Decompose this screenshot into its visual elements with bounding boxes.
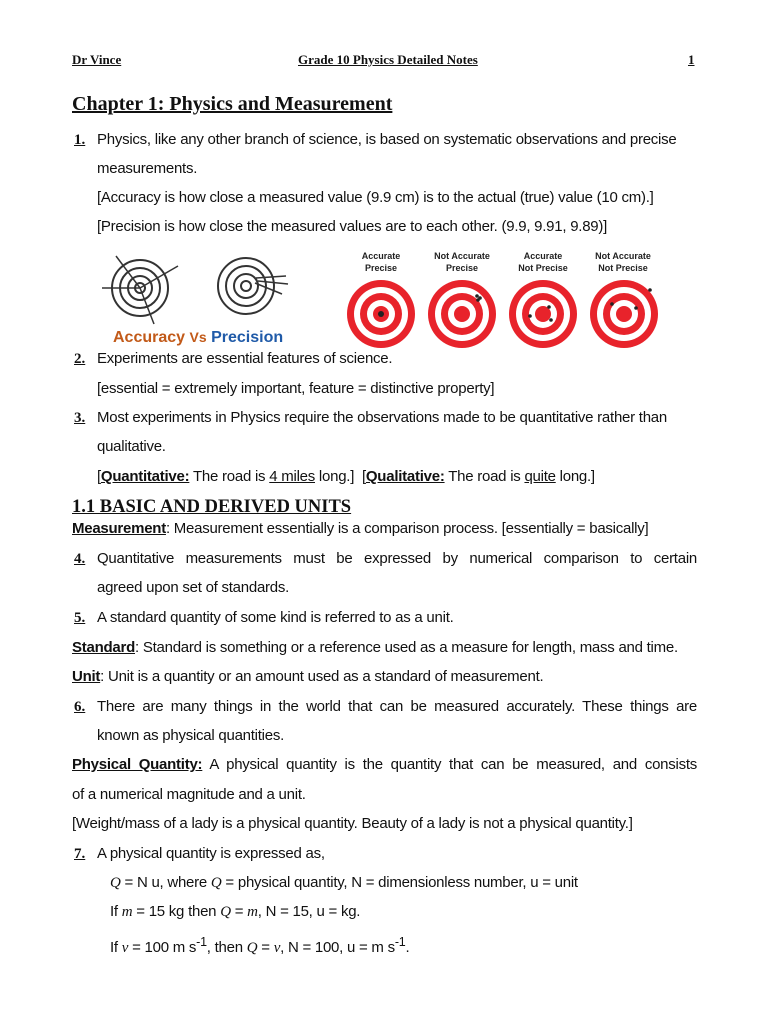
- quantitative-term: Quantitative:: [100, 468, 190, 485]
- item-4-line-2: agreed upon set of standards.: [97, 579, 290, 596]
- eq3-superscript-2: -1: [394, 935, 406, 949]
- item-number-2: 2.: [74, 351, 86, 367]
- physical-quantity-text: A physical quantity is the quantity that can be measured, and consists: [209, 756, 698, 773]
- target-accurate-not-precise: [509, 280, 577, 348]
- target-4-label-line-2: Not Precise: [598, 263, 648, 273]
- quantitative-value: 4 miles: [269, 468, 315, 485]
- quantitative-text-post: long.]: [318, 468, 355, 485]
- target-2-label: [422, 250, 502, 274]
- measurement-text: : Measurement essentially is a comparison process. [essentially = basically]: [165, 520, 649, 537]
- header-title: Grade 10 Physics Detailed Notes: [298, 52, 478, 67]
- eq2-if: If: [110, 903, 118, 920]
- symbol-m-2: m: [247, 904, 258, 920]
- accuracy-vs-precision-caption: [113, 329, 283, 347]
- symbol-q-2: Q: [210, 875, 222, 891]
- symbol-m: m: [121, 904, 133, 920]
- item-number-6: 6.: [74, 699, 86, 715]
- standard-text: : Standard is something or a reference used as a measure for length, mass and time.: [135, 639, 678, 656]
- eq2-equals: =: [234, 903, 244, 920]
- eq2-part-2: , N = 15, u = kg.: [257, 903, 361, 920]
- caption-precision: Precision: [211, 329, 284, 346]
- symbol-q-4: Q: [246, 940, 258, 956]
- qualitative-value: quite: [524, 468, 556, 485]
- unit-term: Unit: [72, 668, 101, 685]
- eq3-period: .: [405, 939, 410, 956]
- symbol-v: v: [121, 940, 129, 956]
- item-7-line-1: A physical quantity is expressed as,: [97, 845, 325, 862]
- targets-image: [340, 278, 670, 350]
- eq3-equals: =: [261, 939, 270, 956]
- symbol-q-3: Q: [220, 904, 231, 920]
- physical-quantity-line-2: of a numerical magnitude and a unit.: [72, 786, 306, 803]
- physical-quantity-term: Physical Quantity:: [72, 756, 203, 773]
- item-6-line-1: There are many things in the world that can be measured accurately. These things are: [97, 698, 697, 715]
- target-not-accurate-not-precise: [590, 280, 658, 348]
- item-2-line-2: [essential = extremely important, feature = distinctive property]: [97, 380, 495, 397]
- symbol-q: Q: [110, 875, 121, 891]
- header-author: Dr Vince: [72, 52, 122, 67]
- target-4-label-line-1: Not Accurate: [595, 251, 651, 261]
- unit-text: : Unit is a quantity or an amount used as a standard of measurement.: [100, 668, 544, 685]
- item-3-line-1: Most experiments in Physics require the observations made to be quantitative rather than: [97, 409, 667, 426]
- qualitative-text-pre: The road is: [448, 468, 521, 485]
- chapter-title: Chapter 1: Physics and Measurement: [72, 93, 393, 115]
- equation-general-part-2: = physical quantity, N = dimensionless number, u = unit: [225, 874, 578, 891]
- eq2-part-1: = 15 kg then: [136, 903, 217, 920]
- standard-term: Standard: [72, 639, 136, 656]
- target-2-label-line-1: Not Accurate: [434, 251, 490, 261]
- measurement-definition: [72, 520, 648, 538]
- caption-accuracy: Accuracy: [113, 329, 186, 346]
- item-3-line-2: qualitative.: [97, 438, 166, 455]
- target-1-label-line-2: Precise: [364, 263, 398, 273]
- item-1-line-1: Physics, like any other branch of science, is based on systematic observations and precise: [97, 131, 677, 148]
- eq3-part-2: , then: [206, 939, 243, 956]
- equation-general: [110, 874, 578, 892]
- section-title: 1.1 BASIC AND DERIVED UNITS: [72, 497, 352, 517]
- item-2-line-1: Experiments are essential features of science.: [97, 350, 393, 367]
- quantitative-text-pre: The road is: [193, 468, 266, 485]
- physical-quantity-definition: [72, 756, 697, 774]
- item-number-4: 4.: [74, 551, 86, 567]
- target-accurate-precise: [347, 280, 415, 348]
- equation-velocity-example: [110, 933, 409, 957]
- item-6-line-2: known as physical quantities.: [97, 727, 285, 744]
- target-3-label: [503, 250, 583, 274]
- eq3-part-3: , N = 100, u = m s: [280, 939, 395, 956]
- target-3-label-line-2: Not Precise: [518, 263, 568, 273]
- unit-definition: [72, 668, 543, 686]
- target-1-label: [341, 250, 421, 274]
- symbol-v-2: v: [273, 940, 281, 956]
- equation-general-part-1: = N u, where: [124, 874, 207, 891]
- equation-mass-example: [110, 903, 360, 921]
- caption-vs: Vs: [189, 329, 207, 345]
- eq3-part-1: = 100 m s: [132, 939, 197, 956]
- target-3-label-line-1: Accurate: [523, 251, 563, 261]
- eq3-if: If: [110, 939, 118, 956]
- item-3-example: [Quantitative: The road is 4 miles long.] [Qualitative: The road is quite long.]: [97, 468, 595, 485]
- item-5-line-1: A standard quantity of some kind is referred to as a unit.: [97, 609, 454, 626]
- target-1-label-line-1: Accurate: [361, 251, 401, 261]
- item-number-1: 1.: [74, 132, 86, 148]
- header-page-number: 1: [688, 52, 695, 67]
- standard-definition: [72, 639, 678, 657]
- accuracy-note: [Accuracy is how close a measured value (9.9 cm) is to the actual (true) value (10 cm).]: [97, 189, 654, 206]
- target-2-label-line-2: Precise: [445, 263, 479, 273]
- qualitative-text-post: long.]: [559, 468, 595, 485]
- physical-quantity-example: [Weight/mass of a lady is a physical quantity. Beauty of a lady is not a physical quantity.]: [72, 815, 633, 832]
- item-number-3: 3.: [74, 410, 86, 426]
- qualitative-term: Qualitative:: [365, 468, 445, 485]
- precision-note: [Precision is how close the measured values are to each other. (9.9, 9.91, 9.89)]: [97, 218, 608, 235]
- item-1-line-2: measurements.: [97, 160, 198, 177]
- item-4-line-1: Quantitative measurements must be expressed by numerical comparison to certain: [97, 550, 697, 567]
- measurement-term: Measurement: [72, 520, 166, 537]
- eq3-superscript-1: -1: [196, 935, 207, 949]
- target-not-accurate-precise: [428, 280, 496, 348]
- target-4-label: [583, 250, 663, 274]
- item-number-5: 5.: [74, 610, 86, 626]
- item-number-7: 7.: [74, 846, 86, 862]
